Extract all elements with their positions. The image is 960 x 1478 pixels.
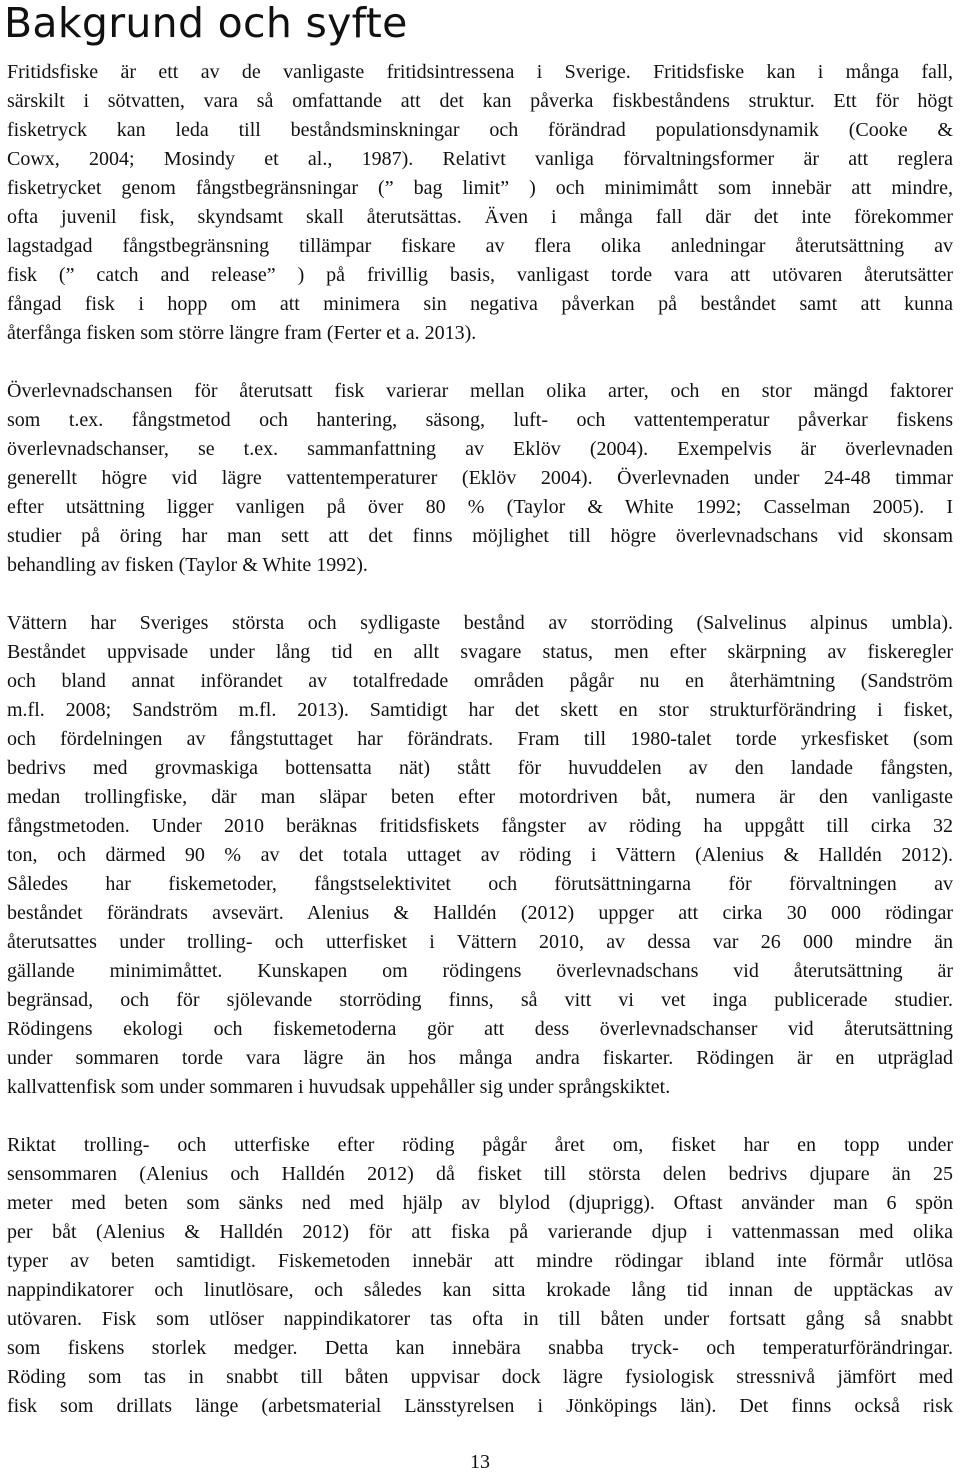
text-line: Rödingens ekologi och fiskemetoderna gör att dess överlevnadschanser vid återutsättning — [7, 1018, 953, 1040]
text-line: medan trollingfiske, där man släpar beten efter motordriven båt, numera är den vanligaste — [7, 786, 953, 808]
text-line: fångad fisk i hopp om att minimera sin negativa påverkan på beståndet samt att kunna — [7, 293, 953, 315]
text-line: begränsad, och för sjölevande storröding finns, så vitt vi vet inga publicerade studier. — [7, 989, 953, 1011]
text-line: nappindikatorer och linutlösare, och således kan sitta krokade lång tid innan de upptäckas av — [7, 1279, 953, 1301]
text-line: och fördelningen av fångstuttaget har förändrats. Fram till 1980-talet torde yrkesfisket (som — [7, 728, 953, 750]
text-line: Riktat trolling- och utterfiske efter röding pågår året om, fisket har en topp under — [7, 1134, 953, 1156]
paragraph-trolling — [7, 1131, 953, 1421]
paragraph-vattern-char — [7, 609, 953, 1102]
text-line: återutsattes under trolling- och utterfisket i Vättern 2010, av dessa var 26 000 mindre än — [7, 931, 953, 953]
text-line: typer av beten samtidigt. Fiskemetoden innebär att mindre rödingar ibland inte förmår utlösa — [7, 1250, 953, 1272]
text-line: utövaren. Fisk som utlöser nappindikatorer tas ofta in till båten under fortsatt gång så snabbt — [7, 1308, 953, 1330]
text-line: ton, och därmed 90 % av det totala uttaget av röding i Vättern (Alenius & Halldén 2012). — [7, 844, 953, 866]
text-line: Överlevnadschansen för återutsatt fisk varierar mellan olika arter, och en stor mängd faktorer — [7, 380, 953, 402]
page-number: 13 — [470, 1451, 490, 1473]
text-line: lagstadgad fångstbegränsning tillämpar fiskare av flera olika anledningar återutsättning av — [7, 235, 953, 257]
text-line: Röding som tas in snabbt till båten uppvisar dock lägre fysiologisk stressnivå jämfört med — [7, 1366, 953, 1388]
text-line: som t.ex. fångstmetod och hantering, säsong, luft- och vattentemperatur påverkar fiskens — [7, 409, 953, 431]
text-line: generellt högre vid lägre vattentemperaturer (Eklöv 2004). Överlevnaden under 24-48 timmar — [7, 467, 953, 489]
text-line: beståndet förändrats avsevärt. Alenius & Halldén (2012) uppger att cirka 30 000 rödingar — [7, 902, 953, 924]
text-line: kallvattenfisk som under sommaren i huvudsak uppehåller sig under språngskiktet. — [7, 1076, 671, 1098]
text-line: meter med beten som sänks ned med hjälp av blylod (djuprigg). Oftast använder man 6 spön — [7, 1192, 953, 1214]
text-line: fisk (” catch and release” ) på frivillig basis, vanligast torde vara att utövaren återutsätter — [7, 264, 953, 286]
text-line: Cowx, 2004; Mosindy et al., 1987). Relativt vanliga förvaltningsformer är att reglera — [7, 148, 953, 170]
text-line: gällande minimimåttet. Kunskapen om rödingens överlevnadschans vid återutsättning är — [7, 960, 953, 982]
text-line: särskilt i sötvatten, vara så omfattande att det kan påverka fiskbeståndens struktur. Ett för högt — [7, 90, 953, 112]
text-line: fisketrycket genom fångstbegränsningar (” bag limit” ) och minimimått som innebär att mindre, — [7, 177, 953, 199]
text-line: under sommaren torde vara lägre än hos många andra fiskarter. Rödingen är en utpräglad — [7, 1047, 953, 1069]
text-line: och bland annat införandet av totalfredade områden pågår nu en återhämtning (Sandström — [7, 670, 953, 692]
text-line: fisketryck kan leda till beståndsminskningar och förändrad populationsdynamik (Cooke & — [7, 119, 953, 141]
text-line: fisk som drillats länge (arbetsmaterial Länsstyrelsen i Jönköpings län). Det finns också risk — [7, 1395, 953, 1417]
paragraph-recreational-fishing — [7, 58, 953, 348]
text-line: Fritidsfiske är ett av de vanligaste fritidsintressena i Sverige. Fritidsfiske kan i många fall, — [7, 61, 953, 83]
text-line: som fiskens storlek medger. Detta kan innebära snabba tryck- och temperaturförändringar. — [7, 1337, 953, 1359]
text-line: ofta juvenil fisk, skyndsamt skall återutsättas. Även i många fall där det inte förekommer — [7, 206, 953, 228]
text-line: behandling av fisken (Taylor & White 1992). — [7, 554, 368, 576]
text-line: bedrivs med grovmaskiga bottensatta nät) stått för huvuddelen av den landade fångsten, — [7, 757, 953, 779]
text-line: m.fl. 2008; Sandström m.fl. 2013). Samtidigt har det skett en stor strukturförändring i fisket, — [7, 699, 953, 721]
paragraph-survival — [7, 377, 953, 580]
text-line: Således har fiskemetoder, fångstselektivitet och förutsättningarna för förvaltningen av — [7, 873, 953, 895]
text-line: sensommaren (Alenius och Halldén 2012) då fisket till största delen bedrivs djupare än 25 — [7, 1163, 953, 1185]
text-line: per båt (Alenius & Halldén 2012) för att fiska på varierande djup i vattenmassan med olika — [7, 1221, 953, 1243]
text-line: återfånga fisken som större längre fram (Ferter et a. 2013). — [7, 322, 477, 344]
text-line: Vättern har Sveriges största och sydligaste bestånd av storröding (Salvelinus alpinus umbla). — [7, 612, 953, 634]
text-line: studier på öring har man sett att det finns möjlighet till högre överlevnadschans vid skonsam — [7, 525, 953, 547]
section-heading: Bakgrund och syfte — [4, 0, 408, 47]
text-line: fångstmetoden. Under 2010 beräknas fritidsfiskets fångster av röding ha uppgått till cirka 32 — [7, 815, 953, 837]
text-line: Beståndet uppvisade under lång tid en allt svagare status, men efter skärpning av fiskeregler — [7, 641, 953, 663]
text-line: överlevnadschanser, se t.ex. sammanfattning av Eklöv (2004). Exempelvis är överlevnaden — [7, 438, 953, 460]
text-line: efter utsättning ligger vanligen på över 80 % (Taylor & White 1992; Casselman 2005). I — [7, 496, 953, 518]
